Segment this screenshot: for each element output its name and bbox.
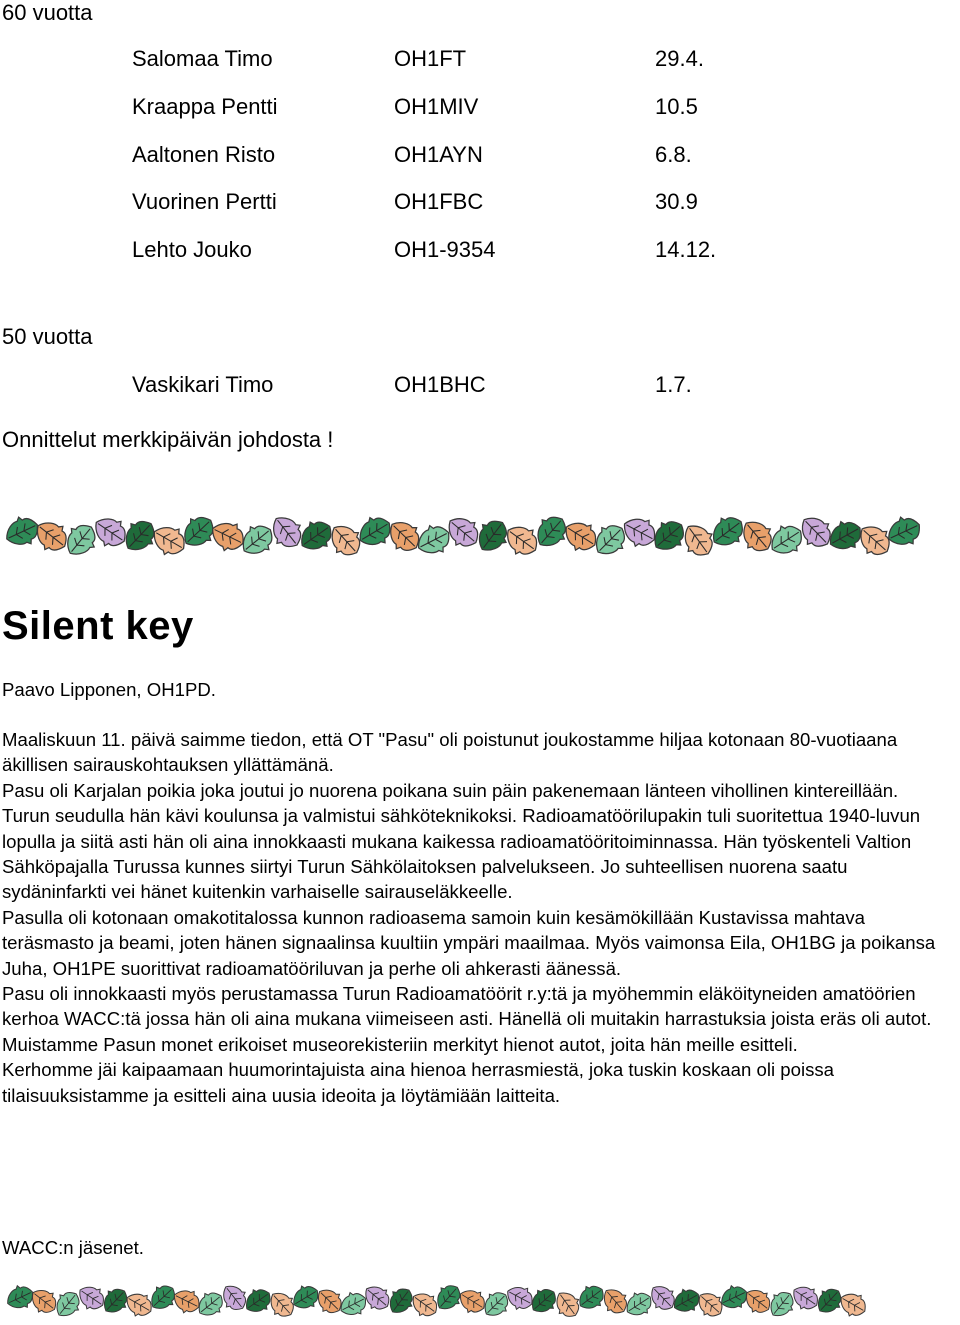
leaf-icon: [454, 1284, 490, 1319]
obituary-paragraph: Kerhomme jäi kaipaamaan huumorintajuista aina hienoa herrasmiestä, joka tuskin koskaan oli poissa tilaisuuksistamme ja esitteli aina uusia ideoita ja löytämiään laitteita.: [2, 1059, 835, 1106]
member-date: 29.4.: [655, 46, 704, 71]
leaf-border-top: [0, 512, 960, 560]
obituary-person: Paavo Lipponen, OH1PD.: [2, 679, 216, 700]
heading-60-vuotta: 60 vuotta: [2, 0, 93, 25]
leaf-icon: [147, 519, 191, 560]
table-row: [132, 142, 832, 170]
leaf-icon: [502, 1281, 537, 1314]
member-callsign: OH1FBC: [394, 189, 484, 214]
leaf-icon: [559, 515, 603, 558]
member-date: 10.5: [655, 94, 698, 119]
obituary-paragraph: Pasu oli innokkaasti myös perustamassa Turun Radioamatöörit r.y:tä ja myöhemmin eläköityneiden amatöörien kerhoa WACC:tä jossa hän oli aina mukana viimeiseen asti. Hänellä oli muitakin harrastuksia joista eräs oli autot. Muistamme Pasun monet erikoiset museorekisteriin merkityt hienot autot, joita hän meille esitteli.: [2, 983, 932, 1055]
member-date: 6.8.: [655, 142, 692, 167]
obituary-paragraph: Maaliskuun 11. päivä saimme tiedon, että OT "Pasu" oli poistunut joukostamme hiljaa kotonaan 80-vuotiaana äkillisen sairauskohtauksen yllättämänä.: [2, 729, 898, 776]
member-name: Aaltonen Risto: [132, 142, 276, 167]
obituary-text: [2, 727, 952, 1108]
member-callsign: OH1-9354: [394, 237, 496, 262]
table-row: [132, 372, 832, 400]
leaf-icon: [169, 1284, 204, 1317]
leaf-icon: [206, 515, 249, 556]
member-callsign: OH1AYN: [394, 142, 483, 167]
obituary-paragraph: Turun seudulla hän kävi koulunsa ja valmistui sähköteknikoksi. Radioamatöörilupakin tuli suoritettua 1940-luvun lopulla ja siitä asti hän oli aina innokkaasti mukana kaikessa radioamatööritoiminnassa. Hän työskenteli Valtion Sähköpajalla Turussa kunnes siirtyi Turun Sähkölaitoksen palvelukseen. Jo suhteellisen nuorena saatu sydäninfarkti vei hänet kuitenkin varhaiselle sairauseläkkeelle.: [2, 805, 921, 903]
member-date: 1.7.: [655, 372, 692, 397]
member-callsign: OH1FT: [394, 46, 467, 71]
member-date: 14.12.: [655, 237, 717, 262]
obituary-signoff: WACC:n jäsenet.: [2, 1237, 144, 1258]
member-name: Kraappa Pentti: [132, 94, 278, 119]
leaf-icon: [597, 1283, 633, 1319]
member-name: Salomaa Timo: [132, 46, 273, 71]
member-name: Vuorinen Pertti: [132, 189, 277, 214]
congratulations-text: Onnittelut merkkipäivän johdosta !: [2, 427, 334, 452]
obituary-paragraph: Pasu oli Karjalan poikia joka joutui jo nuorena poikana suin päin pakenemaan länteen vihollinen kintereillään.: [2, 779, 899, 801]
table-row: [132, 237, 832, 265]
member-name: Vaskikari Timo: [132, 372, 274, 397]
leaf-border-bottom: [0, 1281, 960, 1321]
table-row: [132, 94, 832, 122]
silent-key-title: Silent key: [2, 604, 194, 648]
table-row: [132, 46, 832, 74]
leaf-icon: [407, 1287, 443, 1321]
leaf-icon: [735, 514, 779, 559]
obituary-paragraph: Pasulla oli kotonaan omakotitalossa kunnon radioasema samoin kuin kesämökillään Kustavissa mahtava teräsmasto ja beami, joten hänen signaalinsa kuultiin ympäri maailmaa. Myös vaimonsa Eila, OH1BG ja poikansa Juha, OH1PE suorittivat radioamatööriluvan ja perhe oli ahkerasti äänessä.: [2, 906, 936, 979]
leaf-icon: [121, 1287, 156, 1321]
member-name: Lehto Jouko: [132, 237, 252, 262]
member-callsign: OH1BHC: [394, 372, 486, 397]
table-row: [132, 189, 832, 217]
heading-50-vuotta: 50 vuotta: [2, 324, 93, 349]
leaf-icon: [500, 518, 544, 560]
member-callsign: OH1MIV: [394, 94, 479, 119]
member-date: 30.9: [655, 189, 698, 214]
leaf-icon: [835, 1287, 870, 1321]
leaf-icon: [618, 512, 661, 553]
